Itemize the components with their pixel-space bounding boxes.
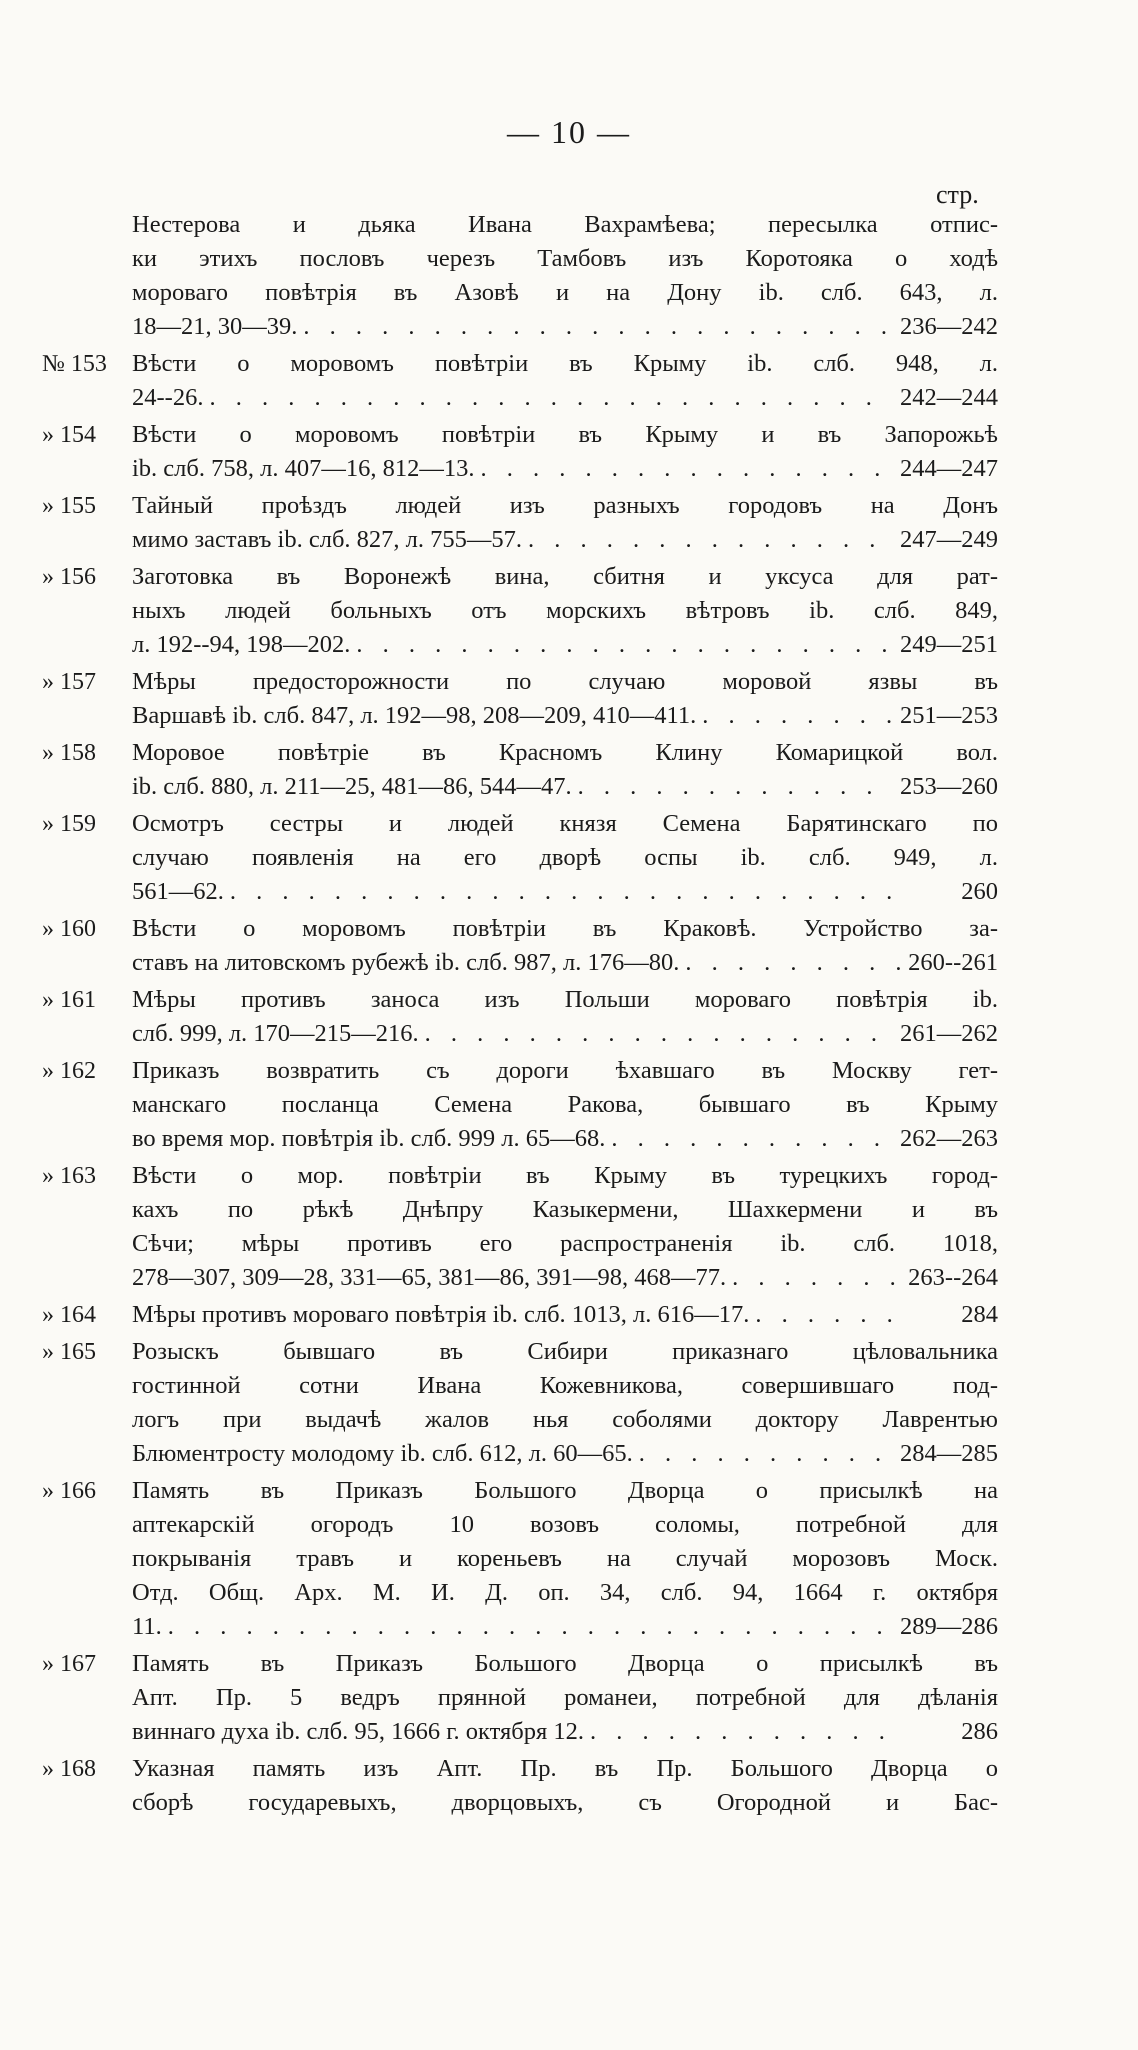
entry-line: Блюментросту молодому ib. слб. 612, л. 60—65. [132, 1440, 633, 1467]
entry-text [132, 1054, 998, 1156]
entry-number: » 155 [42, 493, 96, 519]
entry-line: 24--26. [132, 384, 204, 411]
entry-line: ныхъ людей больныхъ отъ морскихъ вѣтровъ ib. слб. 849, [132, 597, 998, 624]
page-range: 284—285 [900, 1440, 998, 1467]
entry-line: 18—21, 30—39. [132, 313, 298, 340]
page-range: 261—262 [900, 1020, 998, 1047]
entry-line: ib. слб. 880, л. 211—25, 481—86, 544—47. [132, 773, 572, 800]
entry-line: Вѣсти о моровомъ повѣтріи въ Крыму и въ Запорожьѣ [132, 421, 998, 448]
toc-entry [0, 1474, 1138, 1644]
entry-line: Мѣры противъ заноса изъ Польши мороваго повѣтрія ib. [132, 986, 998, 1013]
entry-number: » 156 [42, 564, 96, 590]
entry-line: 11. [132, 1613, 162, 1640]
entry-line: Сѣчи; мѣры противъ его распространенія ib. слб. 1018, [132, 1230, 998, 1257]
entry-text [132, 1474, 998, 1644]
dot-leader [749, 1298, 900, 1332]
entry-last-line [132, 628, 998, 662]
entry-line: Тайный проѣздъ людей изъ разныхъ городовъ на Донъ [132, 492, 998, 519]
dot-leader [350, 628, 892, 662]
dot-leader [419, 1017, 892, 1051]
entry-text [132, 1159, 998, 1295]
toc-entry [0, 736, 1138, 804]
entry-last-line [132, 946, 998, 980]
dot-leader [203, 381, 892, 415]
toc-entry [0, 560, 1138, 662]
entry-line: слб. 999, л. 170—215—216. [132, 1020, 419, 1047]
entry-number: » 167 [42, 1651, 96, 1677]
entry-text [132, 736, 998, 804]
entry-number: № 153 [42, 351, 107, 377]
dot-leader [522, 523, 892, 557]
entry-line: случаю появленія на его дворѣ оспы ib. слб. 949, л. [132, 844, 998, 871]
entry-text [132, 1752, 998, 1820]
toc-entry [0, 418, 1138, 486]
entry-text [132, 1647, 998, 1749]
dot-leader [633, 1437, 892, 1471]
entry-number: » 166 [42, 1478, 96, 1504]
entry-last-line [132, 1437, 998, 1471]
entry-line: виннаго духа ib. слб. 95, 1666 г. октября 12. [132, 1718, 584, 1745]
entry-last-line [132, 310, 998, 344]
entry-line: 561—62. [132, 878, 224, 905]
entry-line: логъ при выдачѣ жалов нья соболями доктору Лаврентью [132, 1406, 998, 1433]
entry-line: л. 192--94, 198—202. [132, 631, 351, 658]
entry-line: ib. слб. 758, л. 407—16, 812—13. [132, 455, 475, 482]
toc-entry [0, 208, 1138, 344]
entry-number: » 157 [42, 669, 96, 695]
entry-line: Память въ Приказъ Большого Дворца о присылкѣ на [132, 1477, 998, 1504]
entry-text [132, 1335, 998, 1471]
entry-line: Апт. Пр. 5 ведръ прянной романеи, потребной для дѣланія [132, 1684, 998, 1711]
entry-text [132, 912, 998, 980]
page-range: 251—253 [900, 702, 998, 729]
dot-leader [474, 452, 892, 486]
dot-leader [605, 1122, 892, 1156]
entry-line: ставъ на литовскомъ рубежѣ ib. слб. 987, л. 176—80. [132, 949, 680, 976]
page-number: — 10 — [507, 114, 631, 150]
entry-text [132, 1298, 998, 1332]
entry-number: » 158 [42, 740, 96, 766]
entry-number: » 165 [42, 1339, 96, 1365]
entry-line: сборѣ государевыхъ, дворцовыхъ, съ Огородной и Бас- [132, 1789, 998, 1816]
dot-leader [224, 875, 900, 909]
dot-leader [696, 699, 892, 733]
entry-line: во время мор. повѣтрія ib. слб. 999 л. 65—68. [132, 1125, 606, 1152]
entry-line: гостинной сотни Ивана Кожевникова, совершившаго под- [132, 1372, 998, 1399]
entry-line: Заготовка въ Воронежѣ вина, сбитня и уксуса для рат- [132, 563, 998, 590]
entry-line: Вѣсти о мор. повѣтріи въ Крыму въ турецкихъ город- [132, 1162, 998, 1189]
entry-last-line [132, 452, 998, 486]
page-range: 262—263 [900, 1125, 998, 1152]
entry-number: » 154 [42, 422, 96, 448]
entry-last-line [132, 1298, 998, 1332]
dot-leader [584, 1715, 900, 1749]
entry-number: » 162 [42, 1058, 96, 1084]
entry-line: Вѣсти о моровомъ повѣтріи въ Краковѣ. Устройство за- [132, 915, 998, 942]
entry-line: 278—307, 309—28, 331—65, 381—86, 391—98, 468—77. [132, 1264, 727, 1291]
entry-line: Вѣсти о моровомъ повѣтріи въ Крыму ib. слб. 948, л. [132, 350, 998, 377]
toc-entry [0, 1298, 1138, 1332]
entry-number: » 164 [42, 1302, 96, 1328]
entry-line: ки этихъ пословъ черезъ Тамбовъ изъ Коротояка о ходѣ [132, 245, 998, 272]
page-range: 286 [961, 1718, 998, 1745]
page-range: 289—286 [900, 1613, 998, 1640]
entry-line: Осмотръ сестры и людей князя Семена Барятинскаго по [132, 810, 998, 837]
entry-line: мороваго повѣтрія въ Азовѣ и на Дону ib. слб. 643, л. [132, 279, 998, 306]
entry-line: Розыскъ бывшаго въ Сибири приказнаго цѣловальника [132, 1338, 998, 1365]
toc-entry [0, 489, 1138, 557]
page-range: 260--261 [908, 949, 998, 976]
page-range: 284 [961, 1301, 998, 1328]
pages-column-label: стр. [936, 180, 979, 209]
entry-text [132, 347, 998, 415]
page-range: 244—247 [900, 455, 998, 482]
page-range: 247—249 [900, 526, 998, 553]
entry-text [132, 418, 998, 486]
page-range: 242—244 [900, 384, 998, 411]
entry-text [132, 807, 998, 909]
entry-line: Память въ Приказъ Большого Дворца о присылкѣ въ [132, 1650, 998, 1677]
toc-entry [0, 1335, 1138, 1471]
entry-line: Приказъ возвратить съ дороги ѣхавшаго въ Москву гет- [132, 1057, 998, 1084]
entry-number: » 163 [42, 1163, 96, 1189]
dot-leader [679, 946, 900, 980]
entry-line: аптекарскій огородъ 10 возовъ соломы, потребной для [132, 1511, 998, 1538]
entry-last-line [132, 875, 998, 909]
entry-last-line [132, 381, 998, 415]
dot-leader [162, 1610, 892, 1644]
entry-number: » 161 [42, 987, 96, 1013]
toc-entry [0, 807, 1138, 909]
toc-entry [0, 1054, 1138, 1156]
entry-line: Варшавѣ ib. слб. 847, л. 192—98, 208—209, 410—411. [132, 702, 697, 729]
entry-last-line [132, 1610, 998, 1644]
entry-line: покрыванія травъ и кореньевъ на случай морозовъ Моск. [132, 1545, 998, 1572]
toc-entry [0, 347, 1138, 415]
dot-leader [572, 770, 892, 804]
entry-number: » 160 [42, 916, 96, 942]
toc-entry [0, 983, 1138, 1051]
entry-last-line [132, 699, 998, 733]
entry-line: Мѣры противъ мороваго повѣтрія ib. слб. 1013, л. 616—17. [132, 1301, 750, 1328]
entry-line: Указная память изъ Апт. Пр. въ Пр. Большого Дворца о [132, 1755, 998, 1782]
entry-last-line [132, 770, 998, 804]
toc-entry [0, 1159, 1138, 1295]
dot-leader [297, 310, 892, 344]
entry-last-line [132, 1261, 998, 1295]
entry-text [132, 489, 998, 557]
entry-text [132, 560, 998, 662]
entry-last-line [132, 523, 998, 557]
page-range: 260 [961, 878, 998, 905]
entry-last-line [132, 1122, 998, 1156]
entry-number: » 168 [42, 1756, 96, 1782]
entry-text [132, 665, 998, 733]
dot-leader [726, 1261, 900, 1295]
toc-entry [0, 1647, 1138, 1749]
entry-line: Нестерова и дьяка Ивана Вахрамѣева; пересылка отпис- [132, 211, 998, 238]
entry-number: » 159 [42, 811, 96, 837]
toc-entry [0, 665, 1138, 733]
page-range: 263--264 [908, 1264, 998, 1291]
entry-line: Моровое повѣтріе въ Красномъ Клину Комарицкой вол. [132, 739, 998, 766]
entry-text [132, 983, 998, 1051]
entry-line: манскаго посланца Семена Ракова, бывшаго въ Крыму [132, 1091, 998, 1118]
page-range: 236—242 [900, 313, 998, 340]
entry-text [132, 208, 998, 344]
page-range: 253—260 [900, 773, 998, 800]
entry-line: Мѣры предосторожности по случаю моровой язвы въ [132, 668, 998, 695]
entry-line: Отд. Общ. Арх. М. И. Д. оп. 34, слб. 94, 1664 г. октября [132, 1579, 998, 1606]
toc-entries [0, 208, 1138, 1823]
toc-entry [0, 1752, 1138, 1820]
toc-entry [0, 912, 1138, 980]
entry-last-line [132, 1017, 998, 1051]
entry-line: кахъ по рѣкѣ Днѣпру Казыкермени, Шахкермени и въ [132, 1196, 998, 1223]
page-range: 249—251 [900, 631, 998, 658]
entry-line: мимо заставъ ib. слб. 827, л. 755—57. [132, 526, 523, 553]
entry-last-line [132, 1715, 998, 1749]
